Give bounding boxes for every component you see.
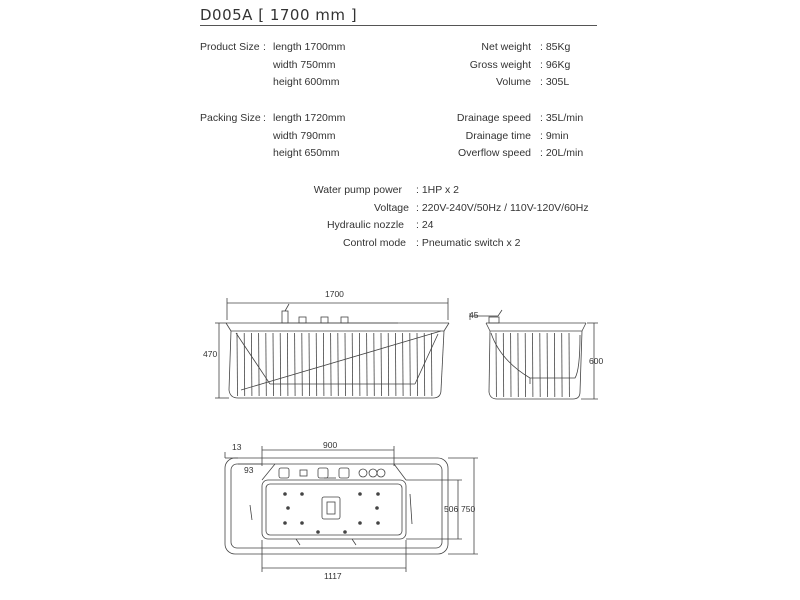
front-rib [374,333,375,396]
overflow-speed-label: Overflow speed [458,147,531,159]
front-rib [266,333,267,396]
front-rib [259,333,260,396]
nozzle-dot [343,530,347,534]
front-view-ribs [237,333,432,396]
top-view-nozzles [283,492,380,534]
top-view-drawing [225,446,478,572]
nozzle-dot [358,521,362,525]
packing-height: height 650mm [273,147,340,159]
voltage-label: Voltage [373,202,409,214]
front-rib [410,333,411,396]
drainage-time-value: : 9min [540,130,569,142]
volume-label: Volume [495,76,531,88]
nozzle-dot [376,492,380,496]
top-basin-length-label: 1117 [324,571,342,581]
gross-weight-label: Gross weight [469,59,531,71]
front-rib [287,333,288,396]
front-rib [323,333,324,396]
volume-value: : 305L [540,76,570,88]
front-rib [381,333,382,396]
side-height-label: 600 [589,356,604,366]
control-mode-value: : Pneumatic switch x 2 [416,237,521,249]
nozzle-dot [283,521,287,525]
front-rib [295,333,296,396]
product-width: width 750mm [273,59,336,71]
front-rib [273,333,274,396]
pump-power-label: Water pump power [313,184,402,196]
nozzle-dot [300,492,304,496]
drainage-time-label: Drainage time [465,130,531,142]
front-rib [352,333,353,396]
nozzle-dot [358,492,362,496]
side-view-drawing [470,310,598,399]
nozzle-dot [316,530,320,534]
control-mode-label: Control mode [342,237,406,249]
hydraulic-nozzle-label: Hydraulic nozzle [326,219,404,231]
front-rib [244,333,245,396]
top-inset-label: 93 [244,465,254,475]
gross-weight-value: : 96Kg [540,59,571,71]
top-inner-length-label: 900 [323,440,338,450]
product-title: D005A [ 1700 mm ] [200,6,358,24]
front-rib [331,333,332,396]
front-rib [338,333,339,396]
net-weight-label: Net weight [481,41,531,53]
nozzle-dot [376,521,380,525]
nozzle-dot [286,506,290,510]
front-rib [316,333,317,396]
packing-length: length 1720mm [273,112,346,124]
product-size-colon: : [263,41,266,53]
front-rib [251,333,252,396]
nozzle-dot [283,492,287,496]
voltage-value: : 220V-240V/50Hz / 110V-120V/60Hz [416,202,589,214]
top-basin-width-label: 506 [444,504,459,514]
product-length: length 1700mm [273,41,346,53]
side-faucet-label: 45 [469,310,479,320]
front-rib [302,333,303,396]
hydraulic-nozzle-value: : 24 [416,219,434,231]
top-width-label: 750 [461,504,476,514]
pump-power-value: : 1HP x 2 [416,184,459,196]
net-weight-value: : 85Kg [540,41,571,53]
front-view-drawing [215,298,449,398]
packing-width: width 790mm [273,130,336,142]
front-rib [395,333,396,396]
product-height: height 600mm [273,76,340,88]
top-edge-label: 13 [232,442,242,452]
front-length-label: 1700 [325,289,344,299]
front-rib [309,333,310,396]
packing-size-colon: : [263,112,266,124]
front-rib [424,333,425,396]
front-rib [388,333,389,396]
front-rib [237,333,238,396]
drainage-speed-value: : 35L/min [540,112,584,124]
front-rib [403,333,404,396]
side-view-ribs [496,333,569,397]
nozzle-dot [375,506,379,510]
drainage-speed-label: Drainage speed [456,112,531,124]
front-rib [345,333,346,396]
overflow-speed-value: : 20L/min [540,147,584,159]
front-rib [280,333,281,396]
front-height-label: 470 [203,349,218,359]
packing-size-label: Packing Size [200,112,261,124]
front-rib [359,333,360,396]
product-size-label: Product Size [200,41,260,53]
front-rib [367,333,368,396]
front-rib [431,333,432,396]
front-rib [417,333,418,396]
nozzle-dot [300,521,304,525]
